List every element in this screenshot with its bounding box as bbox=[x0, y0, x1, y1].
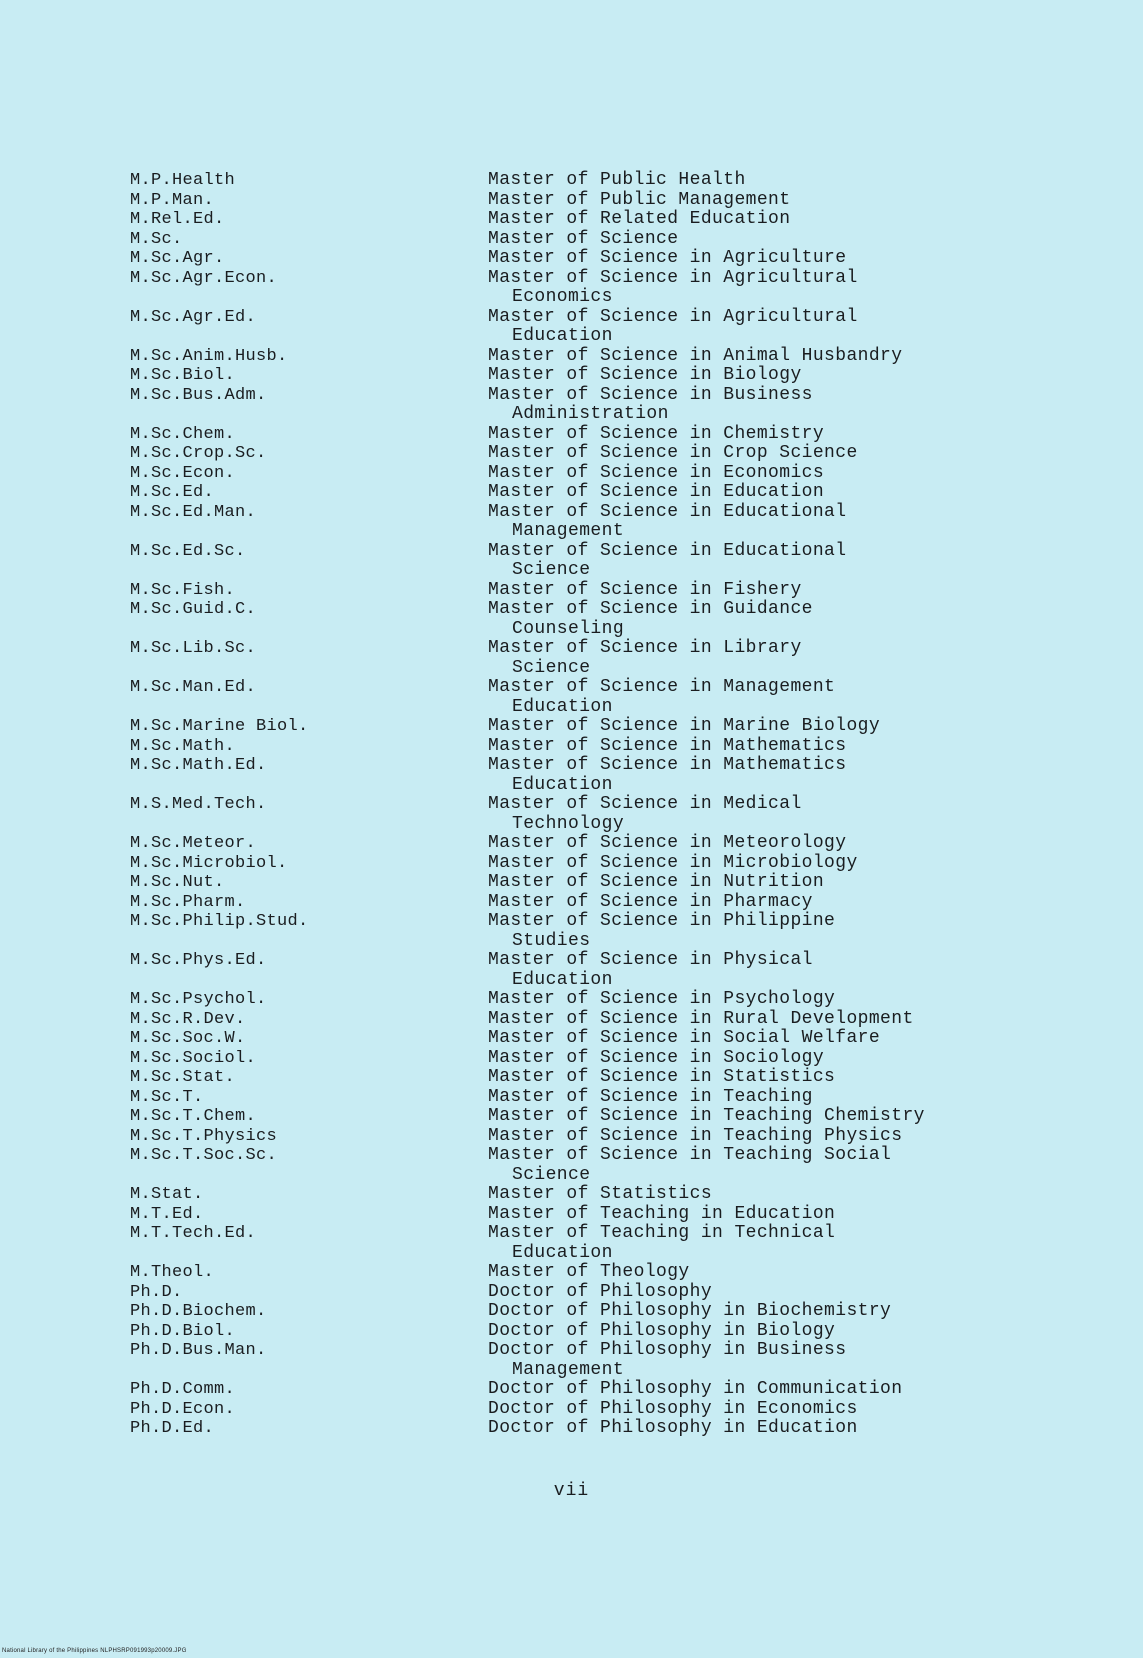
abbreviation-definition bbox=[488, 1205, 1130, 1225]
abbreviation-definition bbox=[488, 230, 1130, 250]
definition-line: Master of Science in Physical bbox=[488, 950, 813, 970]
abbreviation-term: M.T.Ed. bbox=[130, 1204, 204, 1224]
abbreviation-definition bbox=[488, 1419, 1130, 1439]
abbreviation-entry bbox=[130, 425, 1130, 445]
abbreviation-term: M.Stat. bbox=[130, 1185, 204, 1204]
abbreviation-definition bbox=[488, 1302, 1130, 1322]
abbreviation-entry bbox=[130, 1146, 1130, 1185]
abbreviation-entry bbox=[130, 483, 1130, 503]
definition-line: Doctor of Philosophy in Economics bbox=[488, 1398, 858, 1419]
abbreviation-definition bbox=[488, 503, 1130, 542]
definition-line: Master of Science in Philippine bbox=[488, 911, 836, 931]
abbreviation-term: M.P.Health bbox=[130, 171, 236, 190]
abbreviation-term: M.Sc.Microbiol. bbox=[130, 853, 288, 873]
abbreviation-definition bbox=[488, 678, 1130, 717]
abbreviation-term: M.Sc.T.Soc.Sc. bbox=[130, 1146, 278, 1165]
abbreviation-entry bbox=[130, 542, 1130, 581]
definition-continuation-line: Economics bbox=[512, 287, 613, 307]
definition-continuation-line: Education bbox=[512, 969, 613, 990]
abbreviation-definition bbox=[488, 347, 1130, 367]
definition-continuation-line: Management bbox=[512, 1359, 625, 1380]
abbreviation-definition bbox=[488, 581, 1130, 601]
abbreviation-term: M.Sc.Sociol. bbox=[130, 1048, 257, 1068]
abbreviation-entry bbox=[130, 1263, 1130, 1283]
abbreviation-term: M.Sc.Ed.Man. bbox=[130, 502, 257, 522]
abbreviation-list bbox=[130, 171, 1130, 1439]
abbreviation-entry bbox=[130, 1107, 1130, 1127]
abbreviation-definition bbox=[488, 542, 1130, 581]
abbreviation-entry bbox=[130, 834, 1130, 854]
abbreviation-entry bbox=[130, 1400, 1130, 1420]
abbreviation-term: M.Sc.Bus.Adm. bbox=[130, 385, 267, 405]
abbreviation-definition bbox=[488, 1400, 1130, 1420]
abbreviation-entry bbox=[130, 854, 1130, 874]
abbreviation-term: Ph.D.Comm. bbox=[130, 1380, 236, 1399]
abbreviation-entry bbox=[130, 171, 1130, 191]
abbreviation-definition bbox=[488, 308, 1130, 347]
abbreviation-entry bbox=[130, 1283, 1130, 1303]
definition-line: Master of Science bbox=[488, 228, 679, 249]
abbreviation-definition bbox=[488, 1049, 1130, 1069]
abbreviation-entry bbox=[130, 366, 1130, 386]
abbreviation-definition bbox=[488, 1068, 1130, 1088]
abbreviation-definition bbox=[488, 249, 1130, 269]
abbreviation-term: M.Sc.Lib.Sc. bbox=[130, 639, 257, 658]
definition-line: Master of Science in Animal Husbandry bbox=[488, 345, 903, 366]
definition-line: Master of Science in Agricultural bbox=[488, 306, 858, 327]
abbreviation-entry bbox=[130, 464, 1130, 484]
abbreviation-term: M.Sc.T.Chem. bbox=[130, 1107, 257, 1126]
abbreviation-term: M.Sc.Agr.Econ. bbox=[130, 268, 278, 288]
definition-line: Master of Science in Education bbox=[488, 482, 825, 502]
definition-line: Master of Science in Biology bbox=[488, 365, 802, 385]
abbreviation-definition bbox=[488, 873, 1130, 893]
definition-line: Master of Statistics bbox=[488, 1184, 713, 1204]
definition-line: Master of Public Health bbox=[488, 170, 746, 190]
abbreviation-definition bbox=[488, 854, 1130, 874]
abbreviation-definition bbox=[488, 756, 1130, 795]
abbreviation-entry bbox=[130, 191, 1130, 211]
definition-line: Master of Science in Teaching Physics bbox=[488, 1125, 903, 1146]
abbreviation-term: M.Sc.Biol. bbox=[130, 366, 236, 385]
abbreviation-entry bbox=[130, 230, 1130, 250]
definition-line: Doctor of Philosophy in Communication bbox=[488, 1379, 903, 1399]
abbreviation-term: M.Sc.Chem. bbox=[130, 424, 236, 444]
definition-line: Master of Science in Teaching Social bbox=[488, 1145, 892, 1165]
definition-line: Master of Science in Psychology bbox=[488, 989, 836, 1009]
abbreviation-definition bbox=[488, 1283, 1130, 1303]
abbreviation-definition bbox=[488, 912, 1130, 951]
abbreviation-entry bbox=[130, 639, 1130, 678]
abbreviation-term: M.Sc.Phys.Ed. bbox=[130, 951, 267, 970]
definition-line: Master of Science in Rural Development bbox=[488, 1008, 914, 1029]
abbreviation-entry bbox=[130, 1088, 1130, 1108]
abbreviation-definition bbox=[488, 386, 1130, 425]
abbreviation-definition bbox=[488, 210, 1130, 230]
abbreviation-definition bbox=[488, 834, 1130, 854]
abbreviation-term: M.Sc.Meteor. bbox=[130, 834, 257, 853]
definition-line: Master of Science in Mathematics bbox=[488, 755, 847, 775]
abbreviation-term: M.Sc.Agr.Ed. bbox=[130, 307, 257, 327]
definition-continuation-line: Counseling bbox=[512, 618, 625, 639]
abbreviation-term: M.Sc.Fish. bbox=[130, 580, 236, 600]
abbreviation-term: M.S.Med.Tech. bbox=[130, 795, 267, 814]
abbreviation-term: M.P.Man. bbox=[130, 190, 215, 210]
abbreviation-entry bbox=[130, 1029, 1130, 1049]
abbreviation-entry bbox=[130, 1302, 1130, 1322]
definition-continuation-line: Science bbox=[512, 560, 591, 580]
abbreviation-definition bbox=[488, 1322, 1130, 1342]
abbreviation-definition bbox=[488, 1185, 1130, 1205]
abbreviation-term: M.Sc.Pharm. bbox=[130, 892, 246, 912]
abbreviation-entry bbox=[130, 795, 1130, 834]
definition-line: Master of Science in Medical bbox=[488, 794, 802, 814]
abbreviation-definition bbox=[488, 1107, 1130, 1127]
abbreviation-definition bbox=[488, 1341, 1130, 1380]
abbreviation-entry bbox=[130, 1068, 1130, 1088]
definition-line: Master of Public Management bbox=[488, 189, 791, 210]
abbreviation-entry bbox=[130, 873, 1130, 893]
definition-line: Master of Science in Economics bbox=[488, 462, 825, 483]
abbreviation-definition bbox=[488, 171, 1130, 191]
definition-continuation-line: Technology bbox=[512, 813, 625, 834]
abbreviation-entry bbox=[130, 1010, 1130, 1030]
definition-line: Master of Science in Library bbox=[488, 638, 802, 658]
abbreviation-term: M.Sc.Philip.Stud. bbox=[130, 912, 309, 931]
abbreviation-term: M.Theol. bbox=[130, 1263, 215, 1282]
definition-line: Master of Science in Teaching bbox=[488, 1086, 813, 1107]
abbreviation-term: Ph.D.Econ. bbox=[130, 1399, 236, 1419]
abbreviation-definition bbox=[488, 464, 1130, 484]
abbreviation-definition bbox=[488, 366, 1130, 386]
definition-line: Master of Science in Educational bbox=[488, 540, 847, 561]
definition-continuation-line: Science bbox=[512, 657, 591, 678]
abbreviation-entry bbox=[130, 737, 1130, 757]
abbreviation-term: M.T.Tech.Ed. bbox=[130, 1224, 257, 1243]
abbreviation-entry bbox=[130, 269, 1130, 308]
abbreviation-term: M.Sc.Agr. bbox=[130, 249, 225, 268]
abbreviation-definition bbox=[488, 1010, 1130, 1030]
definition-line: Master of Science in Management bbox=[488, 677, 836, 697]
abbreviation-entry bbox=[130, 308, 1130, 347]
abbreviation-term: M.Sc.Nut. bbox=[130, 873, 225, 892]
definition-line: Master of Science in Fishery bbox=[488, 579, 802, 600]
definition-line: Master of Science in Sociology bbox=[488, 1047, 825, 1068]
definition-line: Master of Science in Statistics bbox=[488, 1067, 836, 1087]
abbreviation-definition bbox=[488, 1224, 1130, 1263]
abbreviation-term: M.Sc.Marine Biol. bbox=[130, 717, 309, 736]
definition-line: Doctor of Philosophy in Business bbox=[488, 1340, 847, 1360]
abbreviation-entry bbox=[130, 1419, 1130, 1439]
abbreviation-definition bbox=[488, 639, 1130, 678]
definition-line: Master of Science in Mathematics bbox=[488, 735, 847, 756]
abbreviation-definition bbox=[488, 1380, 1130, 1400]
abbreviation-term: M.Sc.Math.Ed. bbox=[130, 756, 267, 775]
definition-line: Master of Science in Social Welfare bbox=[488, 1028, 881, 1048]
abbreviation-term: M.Sc.Man.Ed. bbox=[130, 678, 257, 697]
definition-line: Doctor of Philosophy in Education bbox=[488, 1418, 858, 1438]
definition-line: Master of Related Education bbox=[488, 209, 791, 229]
definition-line: Master of Science in Chemistry bbox=[488, 423, 825, 444]
abbreviation-entry bbox=[130, 386, 1130, 425]
definition-line: Master of Theology bbox=[488, 1262, 690, 1282]
abbreviation-definition bbox=[488, 269, 1130, 308]
definition-line: Master of Science in Guidance bbox=[488, 599, 813, 619]
abbreviation-term: M.Sc.Psychol. bbox=[130, 990, 267, 1009]
abbreviation-term: M.Sc.T.Physics bbox=[130, 1126, 278, 1146]
abbreviation-definition bbox=[488, 990, 1130, 1010]
definition-line: Master of Science in Microbiology bbox=[488, 852, 858, 873]
page-number: vii bbox=[553, 1481, 590, 1501]
abbreviation-definition bbox=[488, 893, 1130, 913]
abbreviation-term: M.Sc.Crop.Sc. bbox=[130, 444, 267, 463]
abbreviation-definition bbox=[488, 737, 1130, 757]
abbreviation-term: M.Sc.T. bbox=[130, 1087, 204, 1107]
abbreviation-entry bbox=[130, 503, 1130, 542]
abbreviation-entry bbox=[130, 1341, 1130, 1380]
abbreviation-entry bbox=[130, 1127, 1130, 1147]
abbreviation-entry bbox=[130, 1322, 1130, 1342]
abbreviation-term: M.Sc. bbox=[130, 229, 183, 249]
abbreviation-entry bbox=[130, 210, 1130, 230]
abbreviation-term: M.Sc.Math. bbox=[130, 736, 236, 756]
abbreviation-entry bbox=[130, 249, 1130, 269]
definition-line: Master of Science in Business bbox=[488, 384, 813, 405]
abbreviation-definition bbox=[488, 717, 1130, 737]
definition-line: Master of Teaching in Technical bbox=[488, 1223, 836, 1243]
abbreviation-entry bbox=[130, 581, 1130, 601]
abbreviation-definition bbox=[488, 1029, 1130, 1049]
abbreviation-definition bbox=[488, 795, 1130, 834]
definition-line: Master of Science in Crop Science bbox=[488, 443, 858, 463]
abbreviation-term: Ph.D.Biochem. bbox=[130, 1302, 267, 1321]
abbreviation-entry bbox=[130, 1224, 1130, 1263]
abbreviation-entry bbox=[130, 951, 1130, 990]
definition-continuation-line: Education bbox=[512, 326, 613, 346]
abbreviation-definition bbox=[488, 1146, 1130, 1185]
abbreviation-term: M.Rel.Ed. bbox=[130, 210, 225, 229]
abbreviation-definition bbox=[488, 444, 1130, 464]
abbreviation-term: M.Sc.Econ. bbox=[130, 463, 236, 483]
definition-continuation-line: Education bbox=[512, 774, 613, 795]
definition-line: Master of Science in Educational bbox=[488, 501, 847, 522]
definition-continuation-line: Education bbox=[512, 1242, 613, 1263]
definition-line: Master of Teaching in Education bbox=[488, 1203, 836, 1224]
abbreviation-entry bbox=[130, 756, 1130, 795]
abbreviation-term: M.Sc.R.Dev. bbox=[130, 1009, 246, 1029]
definition-continuation-line: Management bbox=[512, 521, 625, 541]
definition-line: Master of Science in Agricultural bbox=[488, 267, 858, 288]
definition-line: Master of Science in Nutrition bbox=[488, 872, 825, 892]
abbreviation-entry bbox=[130, 678, 1130, 717]
definition-line: Master of Science in Pharmacy bbox=[488, 891, 813, 912]
abbreviation-definition bbox=[488, 951, 1130, 990]
abbreviation-definition bbox=[488, 483, 1130, 503]
definition-line: Doctor of Philosophy in Biochemistry bbox=[488, 1301, 892, 1321]
abbreviation-entry bbox=[130, 893, 1130, 913]
abbreviation-term: M.Sc.Stat. bbox=[130, 1068, 236, 1087]
definition-continuation-line: Science bbox=[512, 1164, 591, 1185]
definition-line: Doctor of Philosophy bbox=[488, 1281, 713, 1302]
abbreviation-term: M.Sc.Ed.Sc. bbox=[130, 541, 246, 561]
abbreviation-term: M.Sc.Ed. bbox=[130, 483, 215, 502]
definition-line: Master of Science in Teaching Chemistry bbox=[488, 1106, 925, 1126]
abbreviation-entry bbox=[130, 912, 1130, 951]
definition-continuation-line: Studies bbox=[512, 930, 591, 951]
definition-continuation-line: Education bbox=[512, 696, 613, 717]
abbreviation-definition bbox=[488, 1263, 1130, 1283]
abbreviation-definition bbox=[488, 1088, 1130, 1108]
abbreviation-entry bbox=[130, 1185, 1130, 1205]
scan-footer: National Library of the Philippines NLPHSRP091993p20009.JPG bbox=[2, 1648, 187, 1654]
abbreviation-entry bbox=[130, 444, 1130, 464]
abbreviation-entry bbox=[130, 1380, 1130, 1400]
abbreviation-definition bbox=[488, 1127, 1130, 1147]
abbreviation-definition bbox=[488, 191, 1130, 211]
abbreviation-entry bbox=[130, 347, 1130, 367]
abbreviation-entry bbox=[130, 1049, 1130, 1069]
definition-continuation-line: Administration bbox=[512, 404, 669, 424]
definition-line: Master of Science in Agriculture bbox=[488, 248, 847, 268]
abbreviation-entry bbox=[130, 990, 1130, 1010]
abbreviation-term: M.Sc.Anim.Husb. bbox=[130, 346, 288, 366]
definition-line: Doctor of Philosophy in Biology bbox=[488, 1320, 836, 1341]
abbreviation-term: Ph.D. bbox=[130, 1282, 183, 1302]
abbreviation-entry bbox=[130, 1205, 1130, 1225]
abbreviation-entry bbox=[130, 600, 1130, 639]
abbreviation-term: M.Sc.Soc.W. bbox=[130, 1029, 246, 1048]
abbreviation-definition bbox=[488, 425, 1130, 445]
abbreviation-definition bbox=[488, 600, 1130, 639]
definition-line: Master of Science in Marine Biology bbox=[488, 716, 881, 736]
abbreviation-term: Ph.D.Ed. bbox=[130, 1419, 215, 1438]
abbreviation-term: M.Sc.Guid.C. bbox=[130, 600, 257, 619]
definition-line: Master of Science in Meteorology bbox=[488, 833, 847, 853]
abbreviation-term: Ph.D.Biol. bbox=[130, 1321, 236, 1341]
abbreviation-entry bbox=[130, 717, 1130, 737]
abbreviation-term: Ph.D.Bus.Man. bbox=[130, 1341, 267, 1360]
